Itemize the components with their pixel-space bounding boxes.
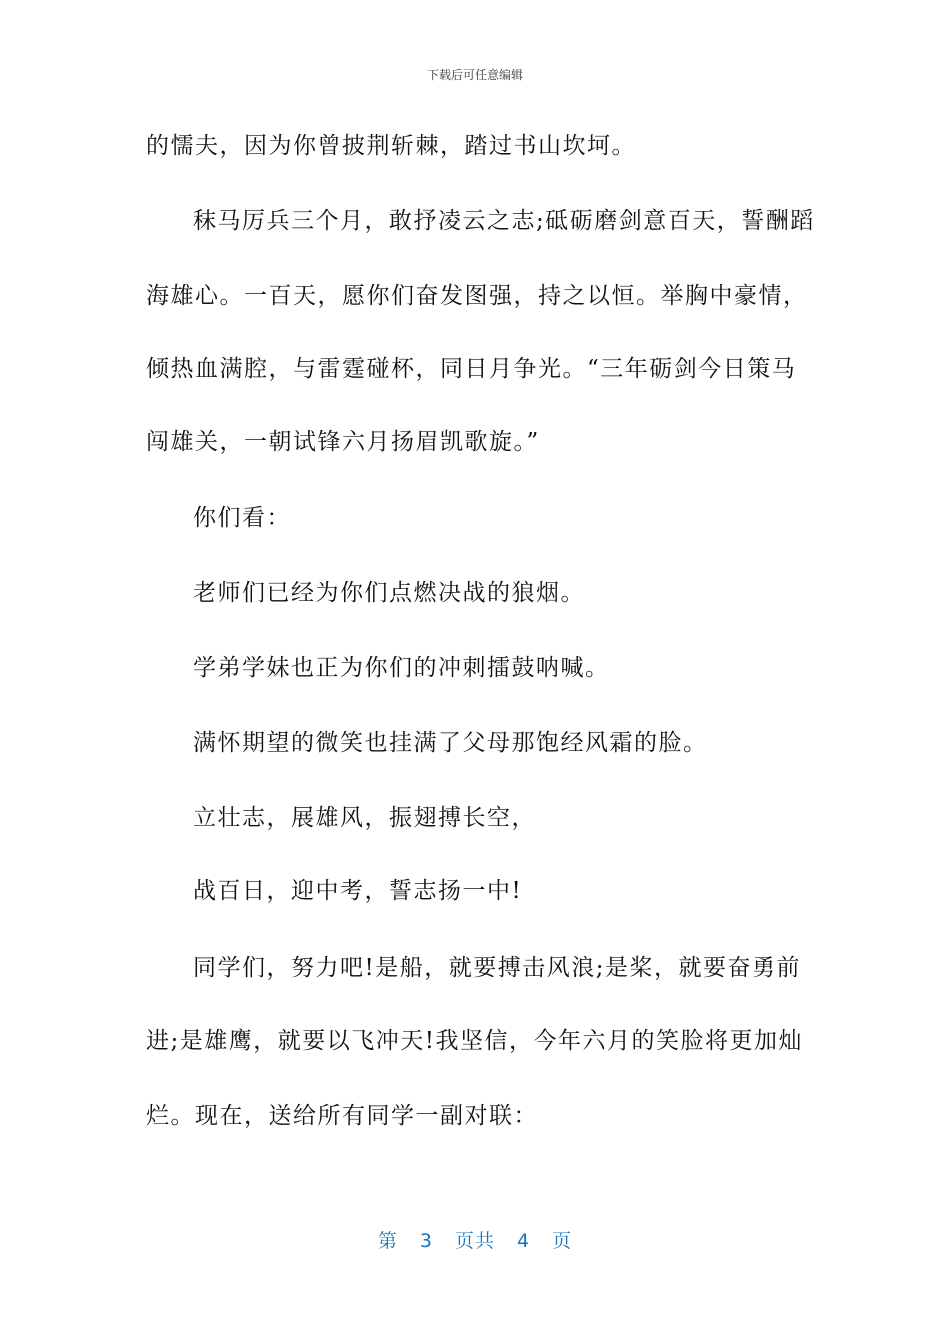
current-page-number: 3 bbox=[419, 1230, 433, 1252]
header-note: 下载后可任意编辑 bbox=[426, 68, 523, 82]
paragraph-line: 倾热血满腔，与雷霆碰杯，同日月争光。“三年砺剑今日策马 bbox=[146, 356, 797, 382]
paragraph-line: 老师们已经为你们点燃决战的狼烟。 bbox=[193, 580, 585, 606]
paragraph-line: 的懦夫，因为你曾披荆斩棘，踏过书山坎坷。 bbox=[146, 133, 636, 159]
paragraph-line: 秣马厉兵三个月，敢抒凌云之志;砥砺磨剑意百天，誓酬蹈 bbox=[193, 208, 815, 234]
page-footer bbox=[0, 1226, 950, 1253]
paragraph-line: 学弟学妹也正为你们的冲刺擂鼓呐喊。 bbox=[193, 655, 610, 681]
footer-middle: 页共 bbox=[454, 1230, 495, 1252]
paragraph-line: 战百日，迎中考，誓志扬一中! bbox=[193, 878, 523, 904]
total-pages-number: 4 bbox=[517, 1230, 531, 1252]
footer-suffix: 页 bbox=[552, 1230, 573, 1252]
paragraph-line: 同学们，努力吧!是船，就要搏击风浪;是桨，就要奋勇前 bbox=[193, 955, 801, 981]
paragraph-line: 进;是雄鹰，就要以飞冲天!我坚信，今年六月的笑脸将更加灿 bbox=[146, 1028, 803, 1054]
paragraph-line: 你们看： bbox=[193, 505, 291, 531]
paragraph-line: 闯雄关，一朝试锋六月扬眉凯歌旋。” bbox=[146, 429, 540, 455]
paragraph-line: 烂。现在，送给所有同学一副对联： bbox=[146, 1103, 538, 1129]
footer-prefix: 第 bbox=[377, 1230, 398, 1252]
paragraph-line: 立壮志，展雄风，振翅搏长空， bbox=[193, 805, 536, 831]
paragraph-line: 海雄心。一百天，愿你们奋发图强，持之以恒。举胸中豪情， bbox=[146, 283, 808, 309]
paragraph-line: 满怀期望的微笑也挂满了父母那饱经风霜的脸。 bbox=[193, 730, 708, 756]
